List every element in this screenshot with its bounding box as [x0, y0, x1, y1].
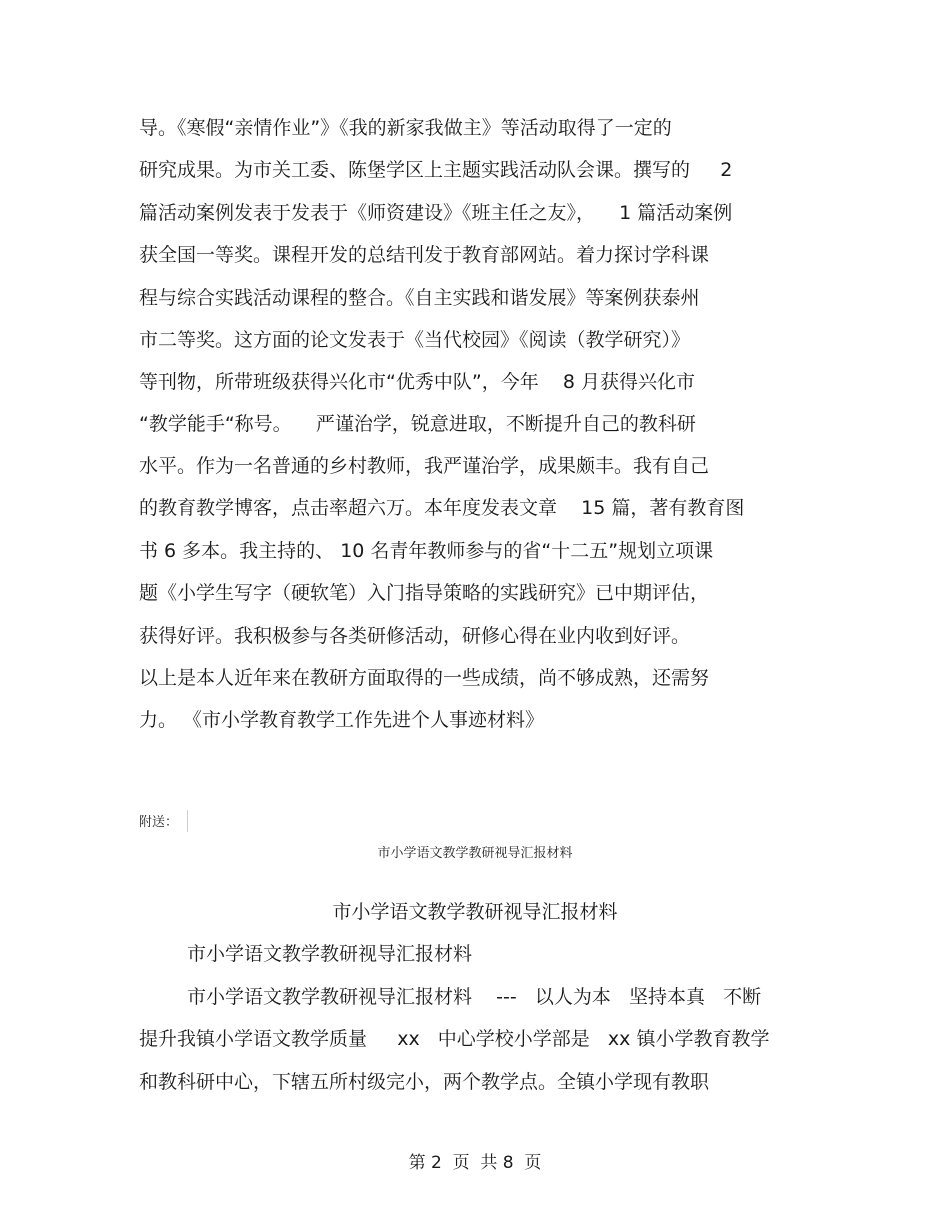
text-line: 题《小学生写字（硬软笔）入门指导策略的实践研究》已中期评估，: [139, 582, 710, 604]
attachment-label: 附送：: [139, 815, 179, 830]
attachment-title: 市小学语文教学教研视导汇报材料: [332, 901, 618, 923]
attachment-small-title: 市小学语文教学教研视导汇报材料: [377, 846, 573, 861]
text-line: 程与综合实践活动课程的整合。《自主实践和谐发展》等案例获泰州: [139, 287, 700, 309]
text-line: 市小学语文教学教研视导汇报材料: [187, 943, 473, 965]
text-line: 的教育教学博客，点击率超六万。本年度发表文章 15 篇，著有教育图: [139, 497, 745, 519]
text-line: 获得好评。我积极参与各类研修活动，研修心得在业内收到好评。: [139, 625, 691, 647]
text-line: 力。 《市小学教育教学工作先进个人事迹材料》: [139, 709, 545, 731]
text-line: 书 6 多本。我主持的、 10 名青年教师参与的省“十二五”规划立项课: [139, 540, 714, 562]
text-line: 市二等奖。这方面的论文发表于《当代校园》《阅读（教学研究）》: [139, 329, 691, 351]
text-line: 提升我镇小学语文教学质量 xx 中心学校小学部是 xx 镇小学教育教学: [139, 1028, 770, 1050]
text-line: 篇活动案例发表于发表于《师资建设》《班主任之友》， 1 篇活动案例: [139, 202, 733, 224]
page-number-footer: 第 2 页 共 8 页: [408, 1153, 542, 1173]
text-line: 等刊物，所带班级获得兴化市“优秀中队”，今年 8 月获得兴化市: [139, 371, 695, 393]
text-line: 导。《寒假“亲情作业”》《我的新家我做主》等活动取得了一定的: [139, 117, 672, 139]
text-line: 和教科研中心，下辖五所村级完小，两个教学点。全镇小学现有教职: [139, 1071, 710, 1093]
divider: [187, 810, 188, 832]
text-line: 水平。作为一名普通的乡村教师，我严谨治学，成果颇丰。我有自己: [139, 455, 710, 477]
text-line: 研究成果。为市关工委、陈堡学区上主题实践活动队会课。撰写的 2: [139, 159, 733, 181]
text-line: “教学能手“称号。 严谨治学，锐意进取，不断提升自己的教科研: [139, 413, 696, 435]
text-line: 市小学语文教学教研视导汇报材料 --- 以人为本 坚持本真 不断: [187, 986, 762, 1008]
text-line: 获全国一等奖。课程开发的总结刊发于教育部网站。着力探讨学科课: [139, 244, 710, 266]
text-line: 以上是本人近年来在教研方面取得的一些成绩，尚不够成熟，还需努: [139, 667, 710, 689]
